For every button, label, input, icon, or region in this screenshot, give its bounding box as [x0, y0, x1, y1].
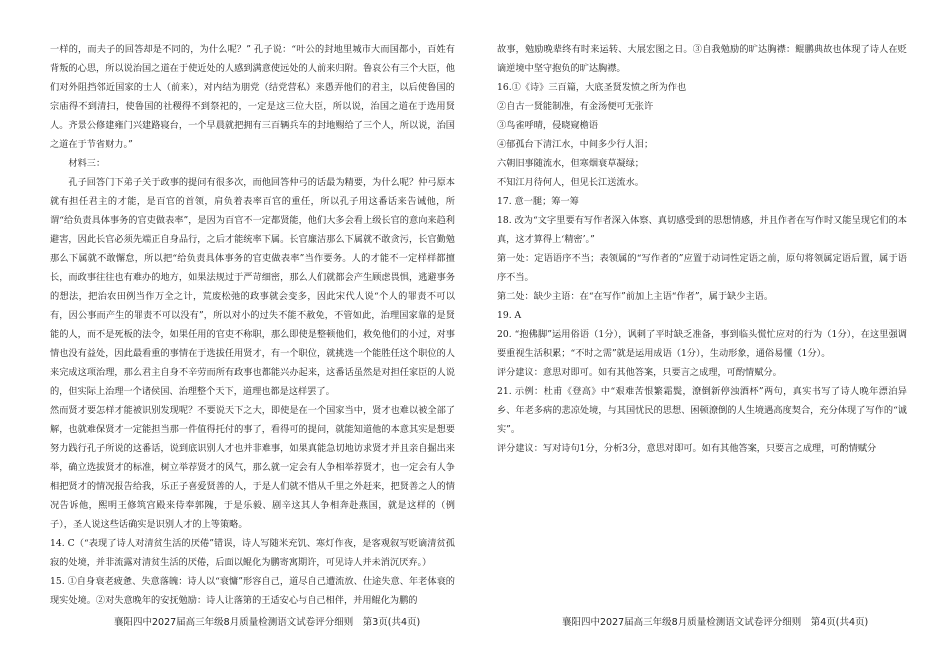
- answer-17: 17. 意一腿；筹一筹: [497, 196, 579, 207]
- answer-21: 21. 示例：杜甫《登高》中“艰难苦恨繁霜鬓，潦倒新停浊酒杯”两句，真实书写了诗人晚年漂泊异乡、年老多病的悲凉处境，与其国忧民的思想、困顿潦倒的人生境遇高度契合，充分体现了写作的“诚实”。: [497, 386, 907, 435]
- answer-21-scoring: 评分建议：写对诗句1分，分析3分，意思对即可。如有其他答案，只要言之成理，可酌情赋分: [497, 443, 877, 454]
- left-page: [50, 40, 455, 610]
- answer-16-line-1: 16.①《诗》三百篇，大底圣贤发愤之所为作也: [497, 82, 687, 93]
- answer-16-line-2: ②自古一贤能制准，有金汤便可无张许: [497, 101, 654, 112]
- right-page: [497, 40, 907, 458]
- answer-20: 20. “抱佛脚”运用俗语（1分），讽刺了平时缺乏准备，事到临头慌忙应对的行为（1分），在这里强调要重视生活积累；“不时之需”就是运用成语（1分），生动形象，通俗易懂（1分）。: [497, 329, 907, 359]
- answer-19: 19. A: [497, 310, 522, 321]
- paragraph-translation-end: 一样的，而夫子的回答却是不同的，为什么呢？” 孔子说：“叶公的封地里城市大而国都小，百姓有背叛的心思，所以说治国之道在于使近处的人感到满意使远处的人前来归附。鲁哀公有三个大臣，他们对外阻挡邻近国家的士人（前来），对内结为朋党（结党营私）来愚弄他们的君主，以后使鲁国的宗庙得不到清扫，使鲁国的社稷得不到祭祀的，一定是这三位大臣，所以说，治国之道在于选用贤人。齐景公修建雍门兴建路寝台，一个早晨就把拥有三百辆兵车的封地赐给了三个人，所以说，治国之道在于节省财力。”: [50, 44, 455, 150]
- answer-15: 15. ①自身衰老疲惫、失意落魄：诗人以“衰慵”形容自己，道尽自己遭流放、仕途失意、年老体衰的现实处境。②对失意晚年的安抚勉励：诗人让落第的王适安心与自己相伴，并用鲲化为鹏的: [50, 576, 455, 606]
- page-footer-right: 襄阳四中2027届高三年级8月质量检测语文试卷评分细则 第4页(共4页): [562, 617, 869, 628]
- answer-15-continued: 故事，勉励晚辈终有时来运转、大展宏图之日。③自我勉励的旷达胸襟：鲲鹏典故也体现了诗人在贬谪逆境中坚守抱负的旷达胸襟。: [497, 44, 907, 74]
- answer-16-line-3: ③鸟雀呼晴，侵晓窥檐语: [497, 120, 599, 131]
- answer-18: 18. 改为“文字里要有写作者深入体察、真切感受到的思想情感，并且作者在写作时又能呈现它们的本真，这才算得上‘精密’。”: [497, 215, 907, 245]
- paragraph-identify-talent: 然而贤才要怎样才能被识别发现呢？不要说天下之大，即使是在一个国家当中，贤才也难以被全部了解，也就难保贤才一定能担当那一件值得托付的事了，看得可的提问，就能知道他的本意其实是想要努力践行孔子所说的这番话，说到底识别人才也并非难事，如果真能急切地访求贤才并且亲自掘出来举，确立选拔贤才的标准，树立举荐贤才的风气，那么就一定会有人争相举荐贤才，也一定会有人争相把贤才的情况报告给我，乐正子喜爱贤善的人，于是人们就不惜从千里之外赶来，把贤善之人的情况告诉他，熙明王修筑宫殿来侍奉郭隗，于是乐毅、剧辛这其人争相奔赴燕国，就是这样的（例子），圣人说这些话确实是识别人才的上等策略。: [50, 405, 455, 530]
- answer-20-scoring: 评分建议：意思对即可。如有其他答案，只要言之成理，可酌情赋分。: [497, 367, 782, 378]
- answer-18-second-fix: 第二处：缺少主语：在“在写作”前加上主语“作者”，属于缺少主语。: [497, 291, 774, 302]
- paragraph-material-three-body: 孔子回答门下弟子关于政事的提问有很多次，而他回答仲弓的话最为精要，为什么呢？仲弓原本就有担任君主的才能，是百官的首领，肩负着表率百官的重任，所以孔子用这番话来告诫他，所谓“给负责具体事务的官吏做表率”，是因为百官不一定都贤能，他们大多会看上级长官的意向来趋利避害，因此长官必须先端正自身品行，之后才能统率下属。长官廉洁那么下属就不敢贪污，长官勤勉那么下属就不敢懈怠，所以把“给负责具体事务的官吏做表率”当作要务。人的才能不一定样样都擅长，而政事往往也有难办的地方，如果法规过于严苛细密，那么人们就都会产生顾虑畏惧，逃避事务的想法，把治农田例当作万全之计，荒废松弛的政事就会变多，因此宋代人说“个人的罪责不可以有，因公事而产生的罪责不可以没有”，所以对小的过失不能不赦免，不管如此，治理国家靠的是贤能的人，而不是死板的法令，如果任用的官吏不称职，那么即使是整顿他们，救免他们的小过，对事情也没有益处，因此最看重的事情在于选拔任用贤才，有一个职位，就挑选一个能胜任这个职位的人来完成这项治理，那么君主自身不辛劳而所有政事也都能兴办起来，这番话虽然是对担任家臣的人说的，但实际上治理一个诸侯国、治理整个天下，道理也都是这样罢了。: [50, 177, 455, 397]
- answer-14: 14. C（“表现了诗人对清贫生活的厌倦”错误，诗人写随米充饥、寒灯作夜，是客观叙写贬谪清贫孤寂的处境，并非流露对清贫生活的厌倦，后面以鲲化为鹏寄寓期许，可见诗人并未消沉厌弃。）: [50, 538, 455, 568]
- heading-material-three: 材料三：: [68, 158, 106, 169]
- answer-16-line-5: 六朝旧事随流水，但寒烟衰草凝绿；: [497, 158, 644, 169]
- answer-16-line-4: ④郁孤台下清江水，中间多少行人泪；: [497, 139, 654, 150]
- answer-16-line-6: 不知江月待何人，但见长江送流水。: [497, 177, 644, 188]
- answer-18-first-fix: 第一处：定语语序不当；表领属的“写作者的”应置于动词性定语之前，原句将领属定语后置，属于语序不当。: [497, 253, 907, 283]
- page-footer-left: 襄阳四中2027届高三年级8月质量检测语文试卷评分细则 第3页(共4页): [114, 617, 421, 628]
